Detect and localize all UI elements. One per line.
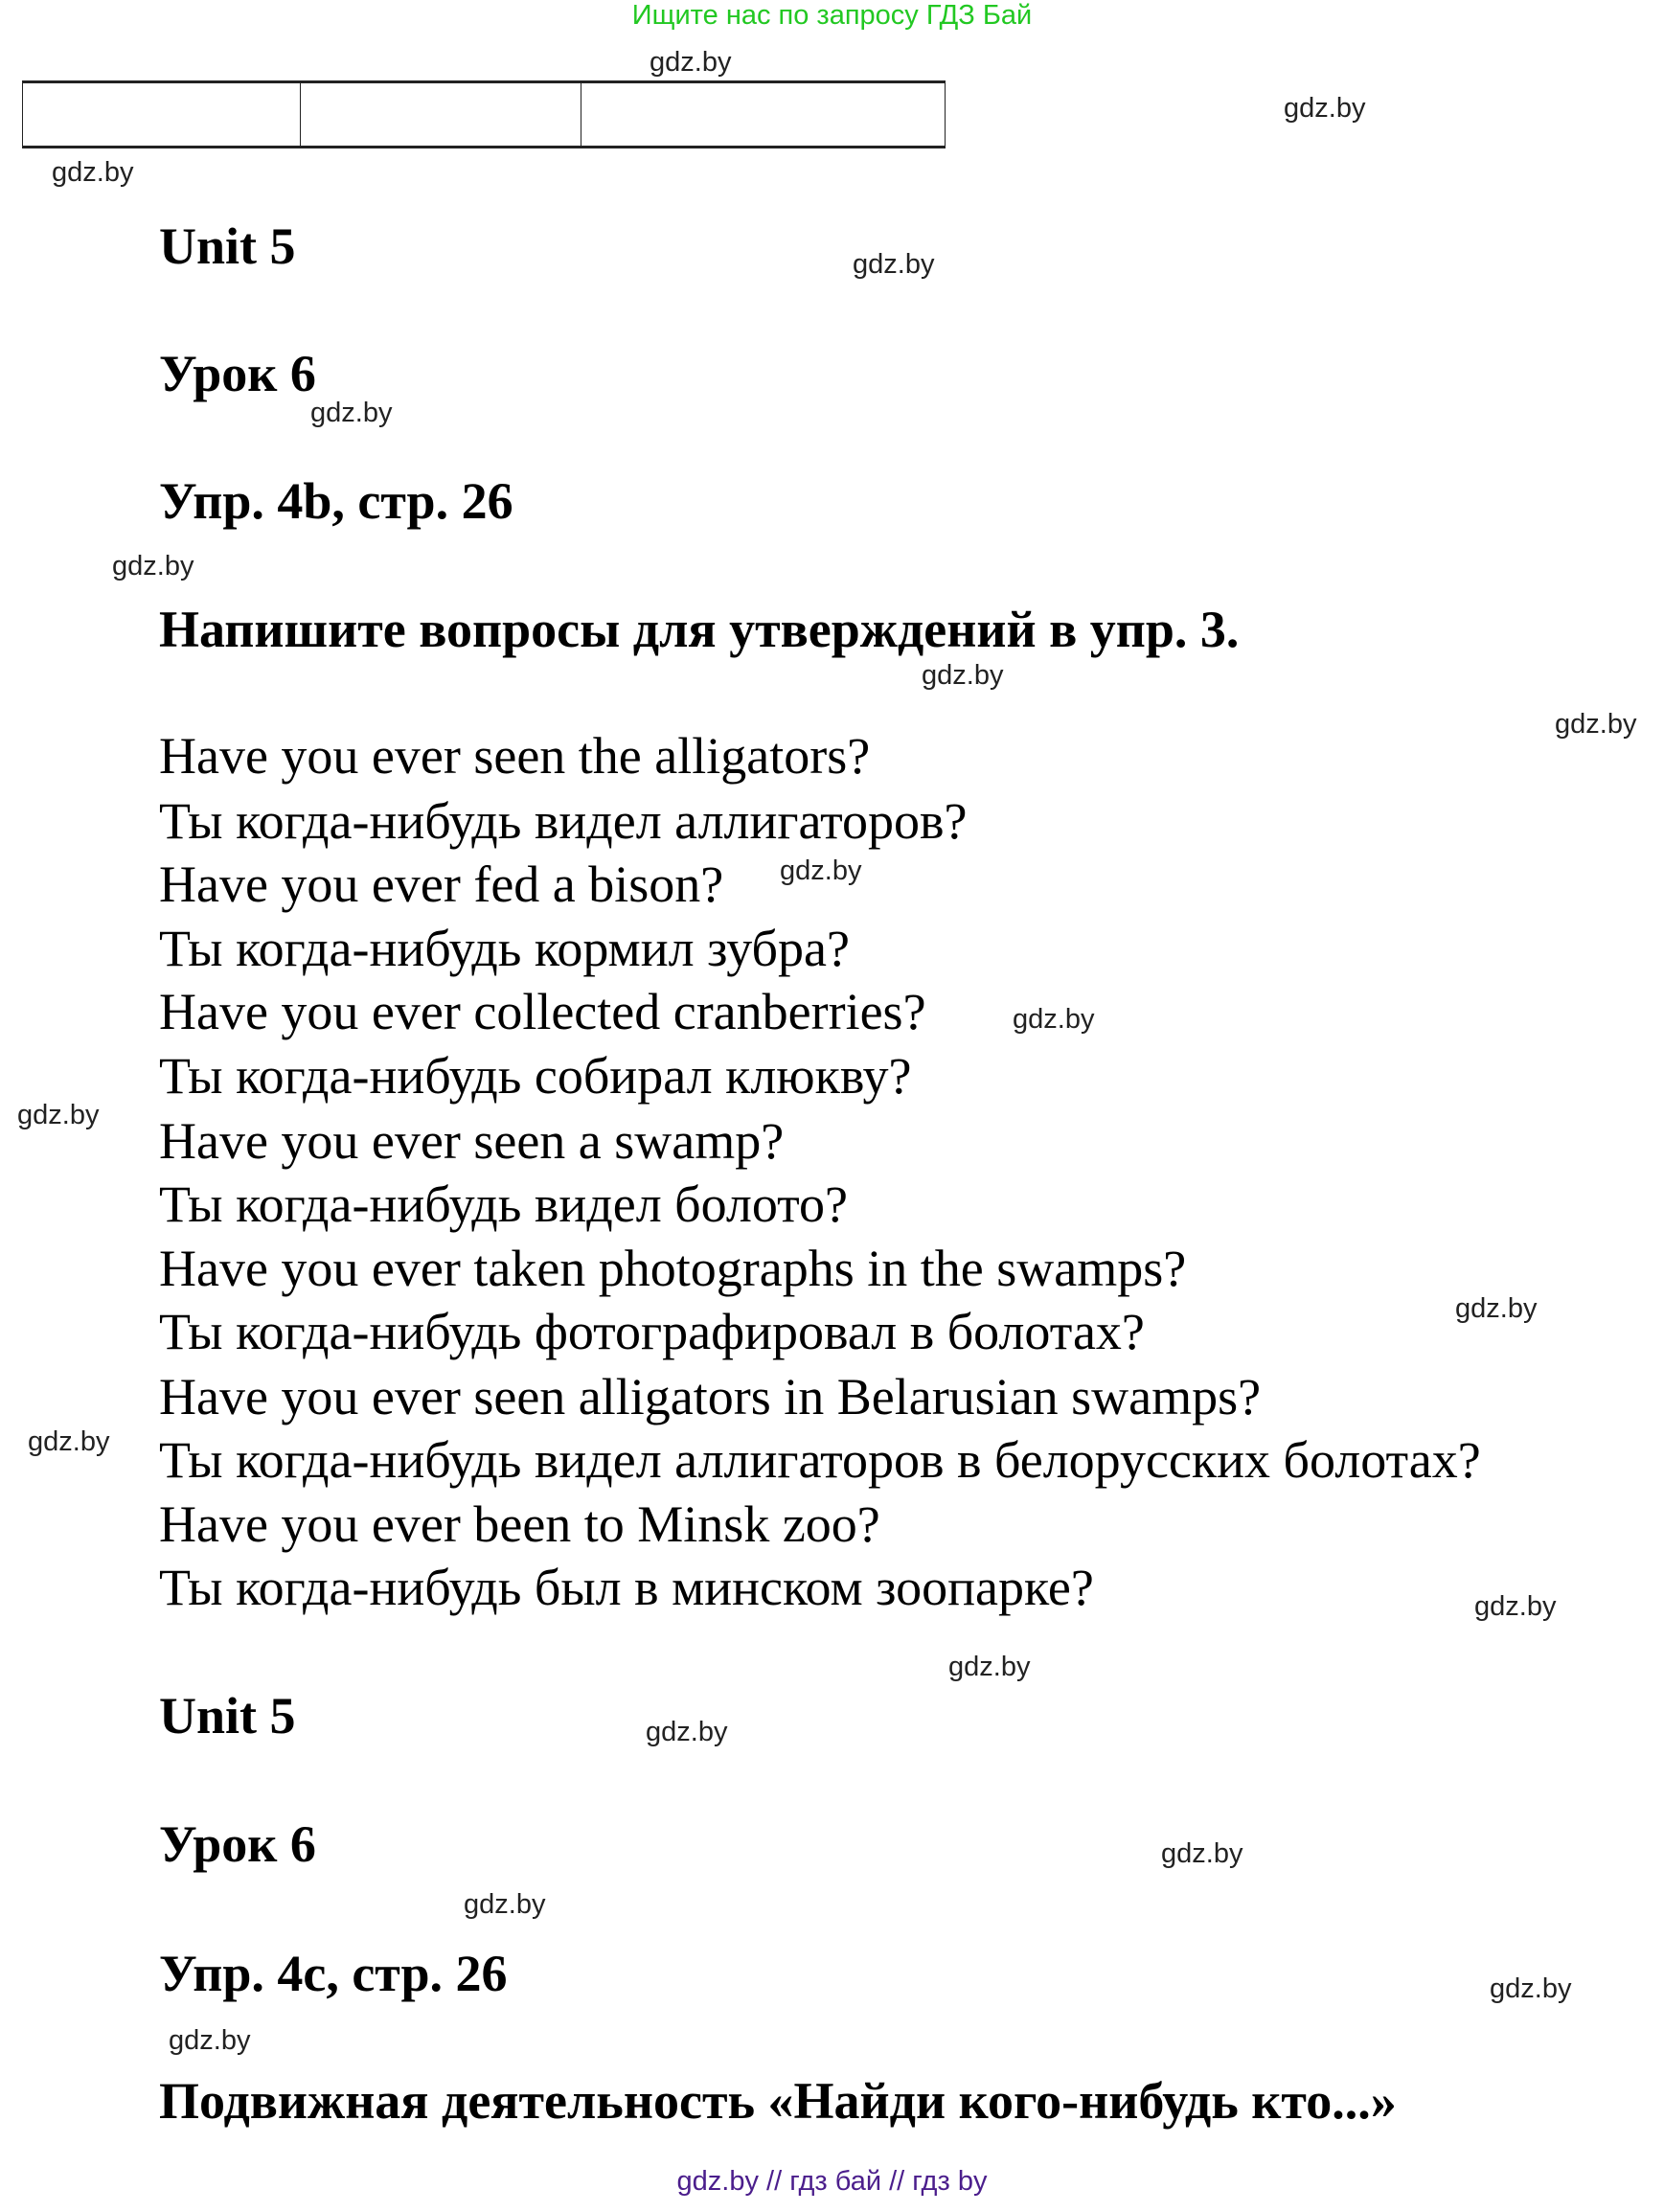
answer-line: Ты когда-нибудь видел болото? xyxy=(159,1175,849,1233)
table-cell xyxy=(23,83,301,146)
answer-line: Have you ever seen alligators in Belarusian swamps? xyxy=(159,1368,1262,1425)
answer-line: Ты когда-нибудь видел аллигаторов? xyxy=(159,792,968,850)
watermark: gdz.by xyxy=(28,1426,110,1457)
answer-line: Have you ever taken photographs in the swamps? xyxy=(159,1240,1187,1297)
answer-line: Have you ever collected cranberries? xyxy=(159,983,926,1040)
answer-line: Have you ever seen the alligators? xyxy=(159,727,871,785)
answer-line: Have you ever been to Minsk zoo? xyxy=(159,1495,880,1553)
watermark: gdz.by xyxy=(112,551,194,582)
lesson-heading: Урок 6 xyxy=(159,345,316,402)
watermark: gdz.by xyxy=(464,1889,546,1920)
watermark: gdz.by xyxy=(853,249,935,280)
unit-heading: Unit 5 xyxy=(159,217,296,275)
header-table xyxy=(22,80,946,148)
watermark: gdz.by xyxy=(1474,1591,1557,1622)
answer-line: Ты когда-нибудь кормил зубра? xyxy=(159,920,850,977)
watermark: gdz.by xyxy=(310,398,393,428)
watermark: gdz.by xyxy=(948,1652,1031,1682)
exercise-heading: Упр. 4c, стр. 26 xyxy=(159,1945,508,2002)
table-cell xyxy=(301,83,581,146)
answer-line: Ты когда-нибудь видел аллигаторов в белорусских болотах? xyxy=(159,1431,1481,1489)
answer-line: Have you ever fed a bison? xyxy=(159,855,724,913)
watermark: gdz.by xyxy=(922,660,1004,691)
exercise-heading: Упр. 4b, стр. 26 xyxy=(159,472,513,530)
answer-line: Ты когда-нибудь собирал клюкву? xyxy=(159,1047,912,1105)
task-heading: Напишите вопросы для утверждений в упр. 3. xyxy=(159,601,1240,658)
footer-links[interactable]: gdz.by // гдз бай // гдз by xyxy=(676,2166,988,2197)
task-heading: Подвижная деятельность «Найди кого-нибудь кто...» xyxy=(159,2072,1397,2130)
answer-line: Have you ever seen a swamp? xyxy=(159,1112,785,1170)
watermark: gdz.by xyxy=(1013,1004,1095,1035)
promo-banner[interactable]: Ищите нас по запросу ГДЗ Бай xyxy=(631,0,1033,31)
watermark: gdz.by xyxy=(52,157,134,188)
answer-line: Ты когда-нибудь фотографировал в болотах? xyxy=(159,1303,1145,1360)
watermark: gdz.by xyxy=(780,855,862,886)
watermark: gdz.by xyxy=(1555,709,1637,740)
lesson-heading: Урок 6 xyxy=(159,1815,316,1873)
table-cell xyxy=(581,83,945,146)
watermark: gdz.by xyxy=(1161,1838,1243,1869)
watermark: gdz.by xyxy=(17,1100,100,1130)
watermark: gdz.by xyxy=(1490,1973,1572,2004)
unit-heading: Unit 5 xyxy=(159,1687,296,1745)
watermark: gdz.by xyxy=(650,47,732,78)
watermark: gdz.by xyxy=(1455,1293,1538,1324)
answer-line: Ты когда-нибудь был в минском зоопарке? xyxy=(159,1559,1094,1616)
watermark: gdz.by xyxy=(1284,93,1366,124)
watermark: gdz.by xyxy=(169,2025,251,2056)
watermark: gdz.by xyxy=(646,1717,728,1747)
